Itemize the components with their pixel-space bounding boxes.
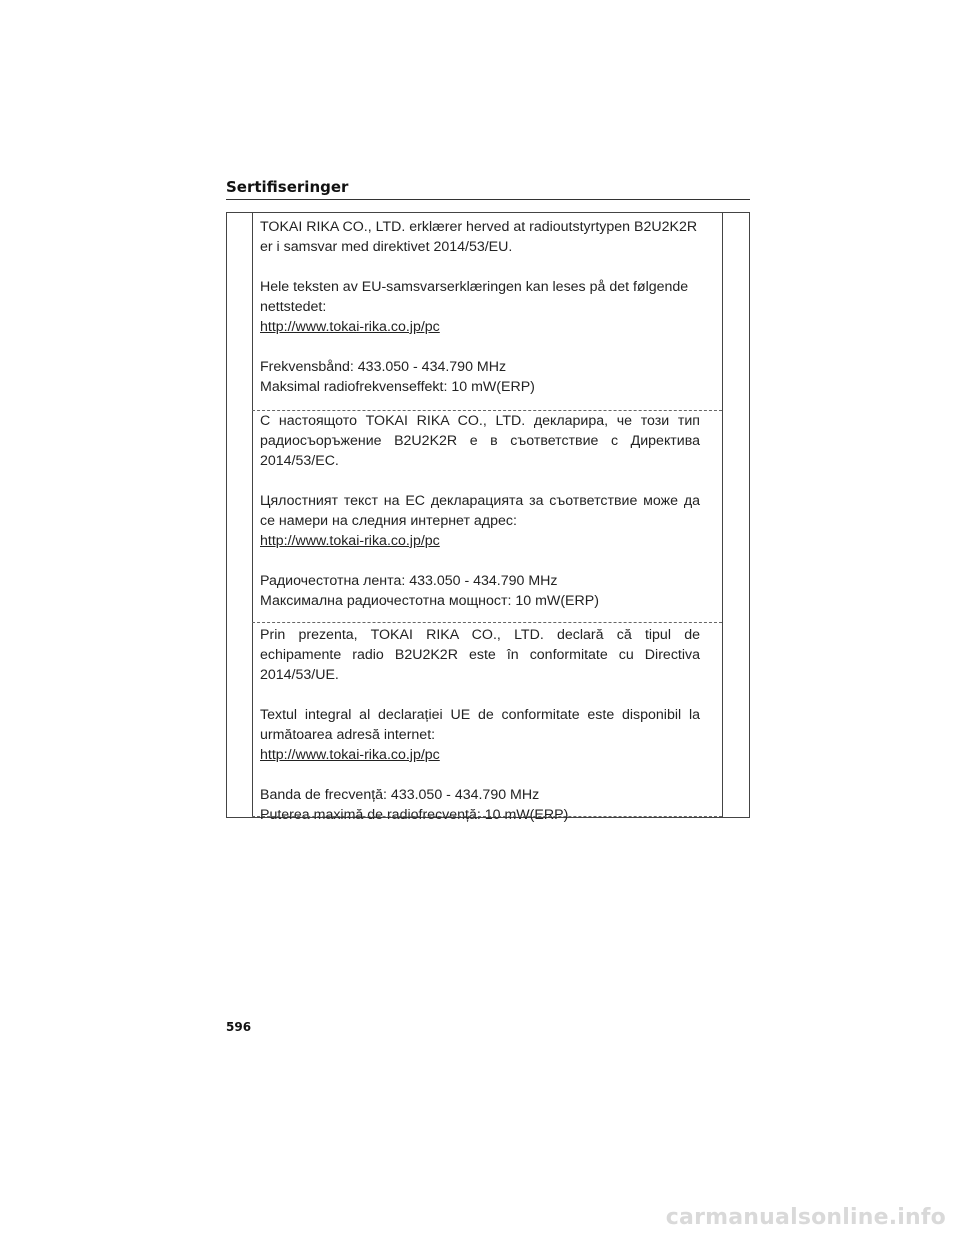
frequency-band: Frekvensbånd: 433.050 - 434.790 MHz bbox=[260, 359, 507, 375]
declaration-link[interactable]: http://www.tokai-rika.co.jp/pc bbox=[260, 747, 440, 763]
declaration-link[interactable]: http://www.tokai-rika.co.jp/pc bbox=[260, 319, 440, 335]
frame-right-rule bbox=[722, 212, 723, 818]
frame-left-rule bbox=[252, 212, 253, 818]
declaration-block-romanian bbox=[260, 625, 700, 825]
frequency-band: Радиочестотна лента: 433.050 - 434.790 MHz bbox=[260, 573, 558, 589]
block-separator bbox=[252, 816, 722, 817]
declaration-statement: С настоящото TOKAI RIKA CO., LTD. декларира, че този тип радиосъоръжение B2U2K2R е в съответствие с Директива 2014/53/ЕС. bbox=[260, 413, 700, 469]
page-number: 596 bbox=[226, 1020, 252, 1034]
declaration-full-text-note: Textul integral al declarației UE de conformitate este disponibil la următoarea adresă internet: bbox=[260, 707, 700, 743]
declaration-link[interactable]: http://www.tokai-rika.co.jp/pc bbox=[260, 533, 440, 549]
declaration-block-norwegian bbox=[260, 217, 700, 397]
declaration-statement: TOKAI RIKA CO., LTD. erklærer herved at radioutstyrtypen B2U2K2R er i samsvar med direktivet 2014/53/EU. bbox=[260, 219, 698, 255]
block-separator bbox=[252, 622, 722, 623]
title-rule bbox=[226, 199, 750, 200]
max-power: Maksimal radiofrekvenseffekt: 10 mW(ERP) bbox=[260, 379, 535, 395]
max-power: Puterea maximă de radiofrecvență: 10 mW(ERP) bbox=[260, 807, 569, 823]
watermark: carmanualsonline.info bbox=[665, 1205, 946, 1230]
section-title: Sertifiseringer bbox=[226, 178, 349, 196]
max-power: Максимална радиочестотна мощност: 10 mW(ERP) bbox=[260, 593, 599, 609]
declaration-block-bulgarian bbox=[260, 411, 700, 611]
declaration-full-text-note: Цялостният текст на ЕС декларацията за съответствие може да се намери на следния интернет адрес: bbox=[260, 493, 700, 529]
declaration-full-text-note: Hele teksten av EU-samsvarserklæringen kan leses på det følgende nettstedet: bbox=[260, 279, 689, 315]
frequency-band: Banda de frecvență: 433.050 - 434.790 MHz bbox=[260, 787, 540, 803]
declaration-statement: Prin prezenta, TOKAI RIKA CO., LTD. declară că tipul de echipamente radio B2U2K2R este în conformitate cu Directiva 2014/53/UE. bbox=[260, 627, 700, 683]
